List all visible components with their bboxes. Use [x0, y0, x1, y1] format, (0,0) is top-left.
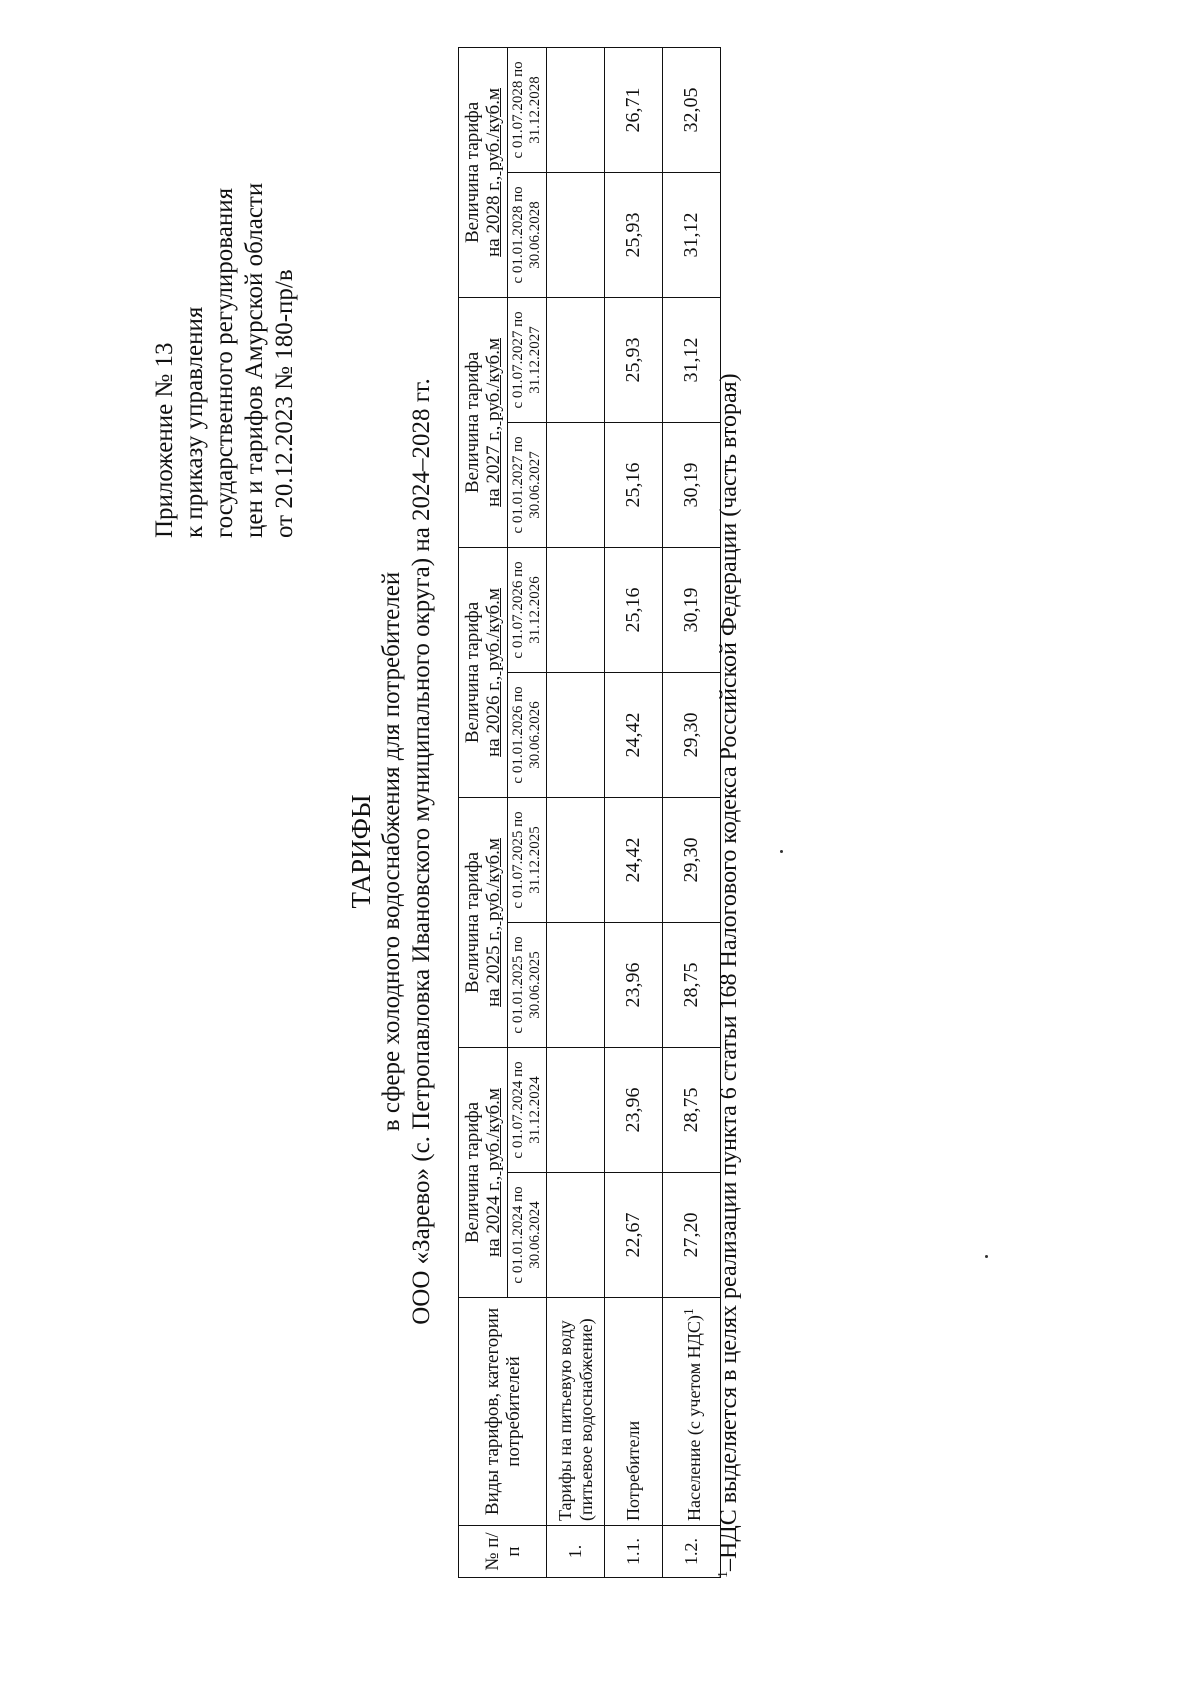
- value-cell: [547, 47, 605, 172]
- scan-speck: [780, 850, 783, 853]
- footnote-marker: 1: [716, 1571, 731, 1578]
- period-cell: с 01.01.2025 по 30.06.2025: [508, 922, 547, 1047]
- value-cell: [547, 297, 605, 422]
- value-cell: 23,96: [605, 1047, 663, 1172]
- value-cell: 25,93: [605, 297, 663, 422]
- footnote: [710, 28, 743, 1578]
- row-number: 1.2.: [663, 1526, 721, 1578]
- appendix-line: государственного регулирования: [211, 187, 238, 538]
- document-subtitle-organization: ООО «Зарево» (с. Петропавловка Ивановского муниципального округа) на 2024–2028 гг.: [408, 378, 435, 1325]
- value-cell: 25,93: [605, 172, 663, 297]
- header-year-2028: Величина тарифа на 2028 г., руб./куб.м: [459, 47, 508, 297]
- period-cell: с 01.01.2027 по 30.06.2027: [508, 422, 547, 547]
- header-tariff-type: Виды тарифов, категории потребителей: [459, 1298, 547, 1526]
- footnote-reference: 1: [681, 1308, 697, 1316]
- period-cell: с 01.07.2027 по 31.12.2027: [508, 297, 547, 422]
- header-year-2025: Величина тарифа на 2025 г., руб./куб.м: [459, 797, 508, 1047]
- period-cell: с 01.01.2028 по 30.06.2028: [508, 172, 547, 297]
- value-cell: [547, 797, 605, 922]
- value-cell: 24,42: [605, 672, 663, 797]
- value-cell: 27,20: [663, 1173, 721, 1298]
- appendix-line: Приложение № 13: [151, 342, 178, 538]
- tariff-table: [458, 47, 721, 1578]
- document-title: ТАРИФЫ: [346, 794, 376, 909]
- table-row: [605, 47, 663, 1577]
- value-cell: [547, 672, 605, 797]
- value-cell: 31,12: [663, 297, 721, 422]
- value-cell: [547, 547, 605, 672]
- scan-speck: [985, 1255, 988, 1258]
- value-cell: 24,42: [605, 797, 663, 922]
- value-cell: [547, 172, 605, 297]
- row-name: Потребители: [605, 1298, 663, 1526]
- value-cell: 29,30: [663, 672, 721, 797]
- value-cell: 28,75: [663, 922, 721, 1047]
- header-number: № п/п: [459, 1526, 547, 1578]
- row-name: Тарифы на питьевую воду (питьевое водоснабжение): [547, 1298, 605, 1526]
- period-cell: с 01.07.2026 по 31.12.2026: [508, 547, 547, 672]
- appendix-reference: [150, 58, 300, 538]
- value-cell: 26,71: [605, 47, 663, 172]
- table-row: [547, 47, 605, 1577]
- period-cell: с 01.01.2026 по 30.06.2026: [508, 672, 547, 797]
- value-cell: [547, 422, 605, 547]
- value-cell: 29,30: [663, 797, 721, 922]
- period-cell: с 01.07.2025 по 31.12.2025: [508, 797, 547, 922]
- value-cell: 23,96: [605, 922, 663, 1047]
- header-year-2024: Величина тарифа на 2024 г., руб./куб.м: [459, 1047, 508, 1297]
- document-subtitle: в сфере холодного водоснабжения для потребителей: [378, 571, 405, 1132]
- document-heading: [345, 0, 437, 1703]
- value-cell: [547, 1173, 605, 1298]
- value-cell: 32,05: [663, 47, 721, 172]
- period-cell: с 01.07.2028 по 31.12.2028: [508, 47, 547, 172]
- footnote-text: –НДС выделяется в целях реализации пункта 6 статьи 168 Налогового кодекса Российской Федерации (часть вторая): [716, 373, 742, 1571]
- value-cell: 30,19: [663, 547, 721, 672]
- value-cell: 25,16: [605, 547, 663, 672]
- row-name: Население (с учетом НДС)$^1$: [663, 1298, 721, 1526]
- value-cell: 25,16: [605, 422, 663, 547]
- value-cell: [547, 1047, 605, 1172]
- row-number: 1.1.: [605, 1526, 663, 1578]
- row-number: 1.: [547, 1526, 605, 1578]
- appendix-line: цен и тарифов Амурской области: [241, 182, 268, 538]
- header-year-2027: Величина тарифа на 2027 г., руб./куб.м: [459, 297, 508, 547]
- value-cell: 28,75: [663, 1047, 721, 1172]
- period-cell: с 01.01.2024 по 30.06.2024: [508, 1173, 547, 1298]
- value-cell: [547, 922, 605, 1047]
- value-cell: 31,12: [663, 172, 721, 297]
- table-header-row: [459, 47, 508, 1577]
- period-cell: с 01.07.2024 по 31.12.2024: [508, 1047, 547, 1172]
- header-year-2026: Величина тарифа на 2026 г., руб./куб.м: [459, 547, 508, 797]
- appendix-line: от 20.12.2023 № 180-пр/в: [271, 269, 298, 538]
- value-cell: 30,19: [663, 422, 721, 547]
- value-cell: 22,67: [605, 1173, 663, 1298]
- appendix-line: к приказу управления: [181, 306, 208, 538]
